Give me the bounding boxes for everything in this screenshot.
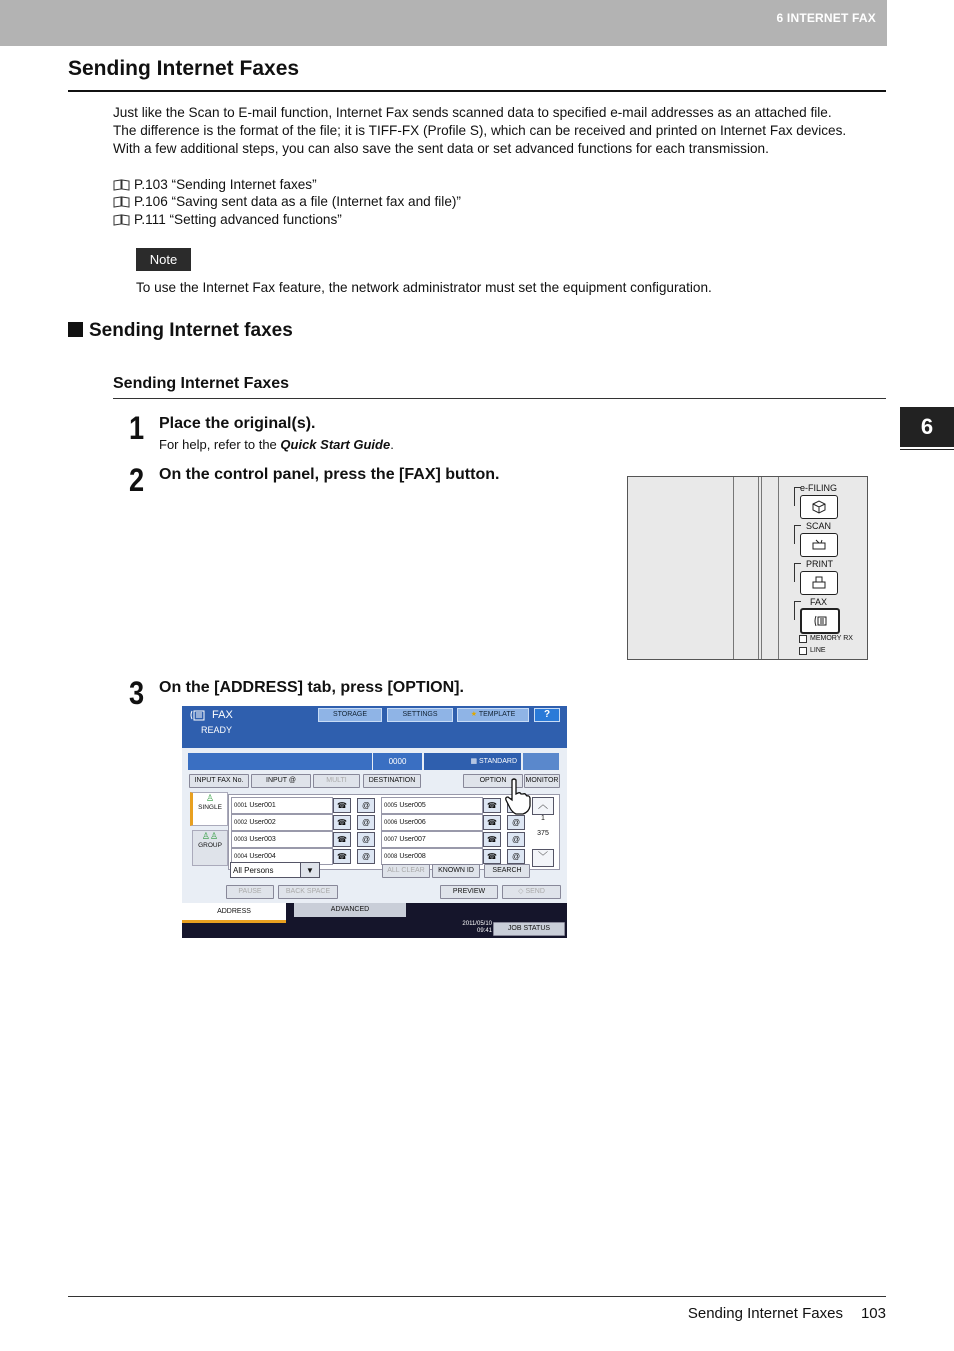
resolution-indicator: ▦ STANDARD — [424, 753, 521, 770]
line-lamp — [799, 647, 807, 655]
memory-rx-label: MEMORY RX — [810, 635, 853, 642]
note-label: Note — [136, 248, 191, 271]
email-icon[interactable]: @ — [357, 798, 375, 813]
scanner-icon — [801, 534, 837, 556]
resolution-extra — [523, 753, 559, 770]
footer — [688, 1305, 886, 1322]
memory-rx-lamp — [799, 635, 807, 643]
section-heading: Sending Internet faxes — [68, 320, 293, 342]
fax-number-icon[interactable]: ☎ — [483, 832, 501, 847]
email-icon[interactable]: @ — [357, 832, 375, 847]
pause-button[interactable]: PAUSE — [226, 885, 274, 899]
footer-divider — [68, 1296, 886, 1297]
input-fax-number-button[interactable]: INPUT FAX No. — [189, 774, 249, 788]
destination-counter: 0000 — [373, 753, 422, 770]
chapter-header: 6 INTERNET FAX — [776, 11, 876, 25]
address-entry[interactable]: 0004 User004 — [231, 848, 333, 865]
single-tab[interactable]: ♙ SINGLE — [190, 792, 228, 826]
fax-title-bar — [182, 706, 567, 748]
book-icon — [113, 213, 130, 231]
destination-button[interactable]: DESTINATION — [363, 774, 421, 788]
step-help: For help, refer to the Quick Start Guide. — [159, 437, 394, 452]
group-tab[interactable]: ♙♙ GROUP — [192, 830, 228, 866]
group-icon: ♙♙ — [201, 831, 219, 841]
efiling-button[interactable] — [800, 495, 838, 519]
help-button[interactable]: ? — [534, 708, 560, 722]
subheading-divider — [113, 398, 886, 399]
reference-link[interactable] — [113, 193, 461, 213]
step-title: On the [ADDRESS] tab, press [OPTION]. — [159, 679, 464, 696]
address-entry[interactable]: 0006 User006 — [381, 814, 483, 831]
square-bullet-icon — [68, 322, 83, 337]
email-icon[interactable]: @ — [507, 815, 525, 830]
address-entry[interactable]: 0003 User003 — [231, 831, 333, 848]
page-number: 103 — [860, 1305, 886, 1322]
back-space-button[interactable]: BACK SPACE — [278, 885, 338, 899]
step-number: 1 — [129, 410, 145, 446]
send-button[interactable]: ◇ SEND — [502, 885, 561, 899]
fax-number-icon[interactable]: ☎ — [483, 815, 501, 830]
control-panel-illustration — [627, 476, 868, 660]
page-title: Sending Internet Faxes — [68, 57, 300, 80]
reference-text: P.106 “Saving sent data as a file (Internet fax and file)” — [134, 194, 461, 209]
line-label: LINE — [810, 647, 826, 654]
address-entry[interactable]: 0007 User007 — [381, 831, 483, 848]
address-entry[interactable]: 0002 User002 — [231, 814, 333, 831]
note-text: To use the Internet Fax feature, the network administrator must set the equipment configuration. — [136, 280, 712, 295]
intro-line: Just like the Scan to E-mail function, Internet Fax sends scanned data to specified e-mail addresses as an attached file. — [113, 105, 832, 120]
reference-link[interactable] — [113, 211, 342, 231]
fax-number-icon[interactable]: ☎ — [483, 849, 501, 864]
all-clear-button[interactable]: ALL CLEAR — [382, 864, 430, 878]
scroll-up-button[interactable] — [532, 797, 554, 815]
fax-label: FAX — [810, 597, 828, 607]
fax-screen-title: FAX — [212, 709, 233, 721]
option-button[interactable]: OPTION — [463, 774, 523, 788]
fax-number-icon[interactable]: ☎ — [333, 798, 351, 813]
reference-text: P.111 “Setting advanced functions” — [134, 212, 342, 227]
step-number: 2 — [129, 462, 145, 498]
reference-text: P.103 “Sending Internet faxes” — [134, 177, 317, 192]
known-id-button[interactable]: KNOWN ID — [432, 864, 480, 878]
intro-line: With a few additional steps, you can also save the sent data or set advanced functions for each transmission. — [113, 141, 769, 156]
address-tab[interactable]: ADDRESS — [182, 903, 286, 923]
multi-button[interactable]: MULTI — [313, 774, 360, 788]
monitor-button[interactable]: MONITOR — [524, 774, 560, 788]
scroll-down-button[interactable] — [532, 849, 554, 867]
filter-select[interactable]: All Persons ▼ — [230, 862, 320, 878]
fax-number-icon[interactable]: ☎ — [333, 815, 351, 830]
page-total: 375 — [537, 830, 549, 837]
advanced-tab[interactable]: ADVANCED — [294, 903, 406, 917]
search-button[interactable]: SEARCH — [484, 864, 530, 878]
star-icon: ★ — [470, 711, 479, 718]
email-icon[interactable]: @ — [507, 849, 525, 864]
settings-button[interactable]: SETTINGS — [387, 708, 453, 722]
step-title: On the control panel, press the [FAX] button. — [159, 466, 500, 483]
book-icon — [113, 195, 130, 213]
chapter-tab[interactable]: 6 — [900, 407, 954, 447]
datetime: 2011/05/10 09:41 — [462, 921, 492, 934]
title-divider — [68, 90, 886, 92]
input-email-button[interactable]: INPUT @ — [251, 774, 311, 788]
fax-machine-icon — [802, 610, 838, 632]
step-title: Place the original(s). — [159, 415, 316, 432]
email-icon[interactable]: @ — [507, 832, 525, 847]
fax-number-icon[interactable]: ☎ — [333, 832, 351, 847]
fax-bottom-bar — [182, 903, 567, 938]
fax-touchscreen-illustration — [182, 706, 567, 938]
address-entry[interactable]: 0005 User005 — [381, 797, 483, 814]
fax-address-area — [182, 748, 567, 903]
job-status-button[interactable]: JOB STATUS — [493, 922, 565, 936]
subheading: Sending Internet Faxes — [113, 375, 290, 392]
person-icon: ♙ — [205, 793, 215, 803]
intro-line: The difference is the format of the file; it is TIFF-FX (Profile S), which can be received and printed on Internet Fax devices. — [113, 123, 847, 138]
pointer-hand-icon — [504, 778, 532, 816]
fax-number-icon[interactable]: ☎ — [483, 798, 501, 813]
fax-button[interactable] — [800, 608, 840, 634]
email-icon[interactable]: @ — [357, 815, 375, 830]
send-icon: ◇ — [518, 888, 526, 895]
destination-field[interactable] — [188, 753, 372, 770]
dropdown-arrow-icon: ▼ — [300, 863, 319, 877]
efiling-label: e-FILING — [800, 483, 838, 493]
page-current: 1 — [541, 815, 545, 822]
print-label: PRINT — [806, 559, 833, 569]
scan-button[interactable] — [800, 533, 838, 557]
print-button[interactable] — [800, 571, 838, 595]
address-entry[interactable]: 0001 User001 — [231, 797, 333, 814]
step-number: 3 — [129, 675, 145, 711]
printer-icon — [801, 572, 837, 594]
address-entry[interactable]: 0008 User008 — [381, 848, 483, 865]
cube-icon — [801, 496, 837, 518]
template-button[interactable]: ★ TEMPLATE — [457, 708, 529, 722]
fax-number-icon[interactable]: ☎ — [333, 849, 351, 864]
storage-button[interactable]: STORAGE — [318, 708, 382, 722]
chevron-down-icon: ﹀ — [538, 852, 548, 863]
header-bar — [0, 0, 887, 46]
email-icon[interactable]: @ — [357, 849, 375, 864]
footer-title: Sending Internet Faxes — [687, 1305, 843, 1322]
fax-icon — [190, 709, 206, 721]
scan-label: SCAN — [806, 521, 832, 531]
fax-status: READY — [201, 725, 233, 735]
preview-button[interactable]: PREVIEW — [440, 885, 498, 899]
chevron-up-icon: ︿ — [538, 800, 548, 811]
resolution-icon: ▦ — [470, 758, 480, 765]
